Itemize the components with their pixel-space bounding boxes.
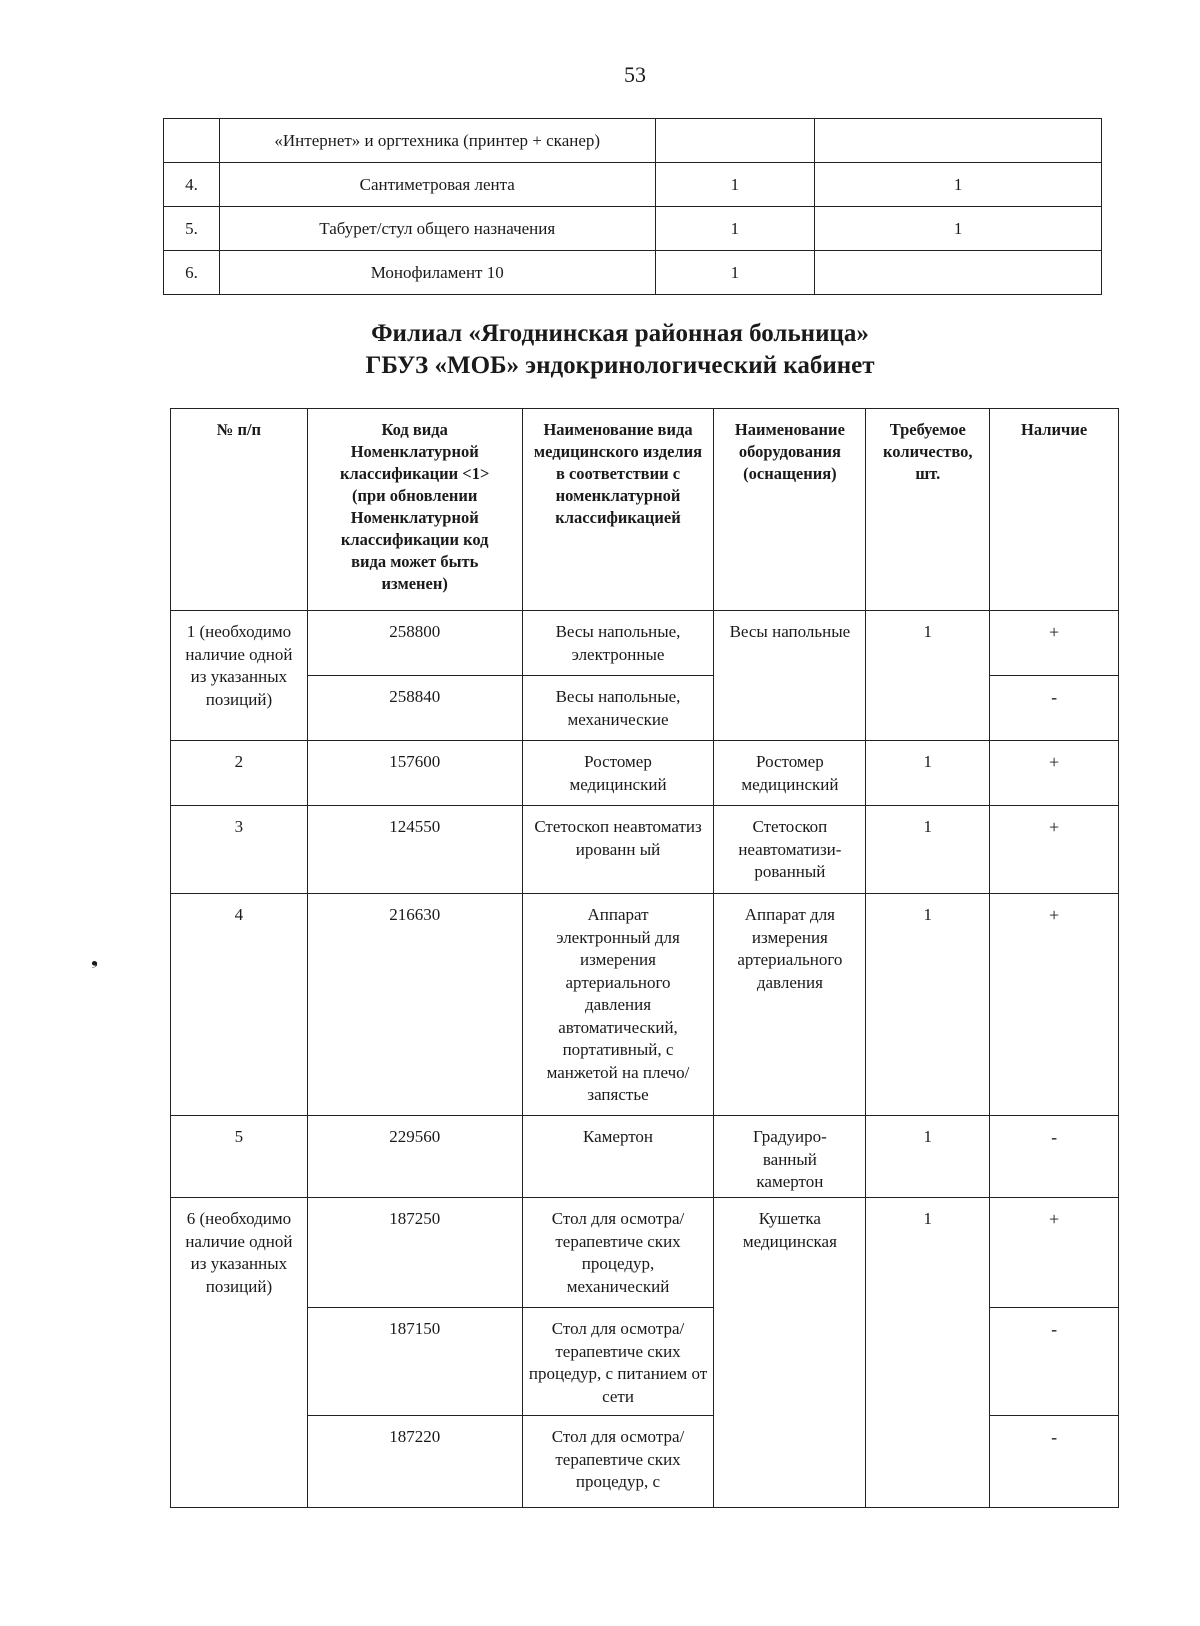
table-row: [164, 251, 1102, 295]
row-number: 5.: [164, 207, 220, 251]
equipment-cell: Стетоскоп неавтоматизи- рованный: [714, 806, 866, 894]
header-availability: Наличие: [990, 409, 1119, 611]
availability-cell: +: [990, 611, 1119, 676]
availability-cell: -: [990, 1416, 1119, 1508]
available-quantity: [815, 251, 1102, 295]
available-quantity: 1: [815, 163, 1102, 207]
device-name-cell: [522, 806, 714, 894]
quantity-cell: 1: [866, 1198, 990, 1508]
table-row: [171, 611, 1119, 676]
equipment-cell: Аппарат для измерения артериального давления: [714, 894, 866, 1116]
availability-cell: +: [990, 741, 1119, 806]
row-number: 1 (необходимо наличие одной из указанных позиций): [171, 611, 308, 741]
header-row: [171, 409, 1119, 611]
device-name-cell: Стол для осмотра/терапевтиче ских процедур, с питанием от сети: [522, 1308, 714, 1416]
availability-cell: +: [990, 894, 1119, 1116]
row-number: 5: [171, 1116, 308, 1198]
equipment-cell: Весы напольные: [714, 611, 866, 741]
quantity-cell: 1: [866, 611, 990, 741]
code-cell: 216630: [307, 894, 522, 1116]
header-equipment: Наименование оборудования (оснащения): [714, 409, 866, 611]
available-quantity: 1: [815, 207, 1102, 251]
table-row: [171, 806, 1119, 894]
device-name-cell: Весы напольные, электронные: [522, 611, 714, 676]
scan-speck: ❟: [91, 948, 99, 968]
code-cell: 187150: [307, 1308, 522, 1416]
item-name: Сантиметровая лента: [219, 163, 655, 207]
row-number: 2: [171, 741, 308, 806]
code-cell: 157600: [307, 741, 522, 806]
device-name-cell: Ростомер медицинский: [522, 741, 714, 806]
quantity-cell: 1: [866, 894, 990, 1116]
row-number: 3: [171, 806, 308, 894]
available-quantity: [815, 119, 1102, 163]
row-number: [164, 119, 220, 163]
row-number: 4: [171, 894, 308, 1116]
code-cell: 258840: [307, 676, 522, 741]
page-number: 53: [624, 62, 646, 87]
table-row: [171, 894, 1119, 1116]
header-quantity: Требуемое количество, шт.: [866, 409, 990, 611]
quantity-cell: 1: [866, 741, 990, 806]
device-name-cell: Стол для осмотра/терапевтиче ских процедур, с: [522, 1416, 714, 1508]
required-quantity: 1: [655, 251, 815, 295]
row-number: 6.: [164, 251, 220, 295]
row-number: 6 (необходимо наличие одной из указанных позиций): [171, 1198, 308, 1508]
availability-cell: +: [990, 806, 1119, 894]
availability-cell: -: [990, 1308, 1119, 1416]
code-cell: 229560: [307, 1116, 522, 1198]
required-quantity: 1: [655, 207, 815, 251]
table-row: [164, 119, 1102, 163]
device-name-cell: Камертон: [522, 1116, 714, 1198]
code-cell: 187250: [307, 1198, 522, 1308]
quantity-cell: 1: [866, 806, 990, 894]
table-row: [171, 1198, 1119, 1308]
quantity-cell: 1: [866, 1116, 990, 1198]
equipment-table-continued: [163, 118, 1102, 295]
table-row: [171, 741, 1119, 806]
equipment-cell: Градуиро- ванный камертон: [714, 1116, 866, 1198]
item-name: «Интернет» и оргтехника (принтер + сканер): [219, 119, 655, 163]
equipment-table: [170, 408, 1119, 1508]
item-name: Табурет/стул общего назначения: [219, 207, 655, 251]
equipment-cell: Кушетка медицинская: [714, 1198, 866, 1508]
item-name: Монофиламент 10: [219, 251, 655, 295]
table-row: [164, 207, 1102, 251]
table-row: [171, 1116, 1119, 1198]
device-name-cell: Стол для осмотра/терапевтиче ских процедур, механический: [522, 1198, 714, 1308]
device-name-cell: Аппарат электронный для измерения артериального давления автоматический, портативный, с манжетой на плечо/запястье: [522, 894, 714, 1116]
device-name-cell: Весы напольные, механические: [522, 676, 714, 741]
code-cell: 258800: [307, 611, 522, 676]
code-cell: 187220: [307, 1416, 522, 1508]
availability-cell: +: [990, 1198, 1119, 1308]
table-row: [164, 163, 1102, 207]
availability-cell: -: [990, 676, 1119, 741]
code-cell: 124550: [307, 806, 522, 894]
availability-cell: -: [990, 1116, 1119, 1198]
section-heading: [0, 318, 1200, 382]
heading-line-2: ГБУЗ «МОБ» эндокринологический кабинет: [365, 352, 875, 379]
header-code: Код вида Номенклатурной классификации <1> (при обновлении Номенклатурной классификации код вида может быть изменен): [307, 409, 522, 611]
header-num: № п/п: [171, 409, 308, 611]
required-quantity: [655, 119, 815, 163]
equipment-cell: Ростомер медицинский: [714, 741, 866, 806]
required-quantity: 1: [655, 163, 815, 207]
heading-line-1: Филиал «Ягоднинская районная больница»: [371, 320, 869, 347]
header-device-name: Наименование вида медицинского изделия в соответствии с номенклатурной классификацией: [522, 409, 714, 611]
row-number: 4.: [164, 163, 220, 207]
device-name-text: Стетоскоп неавтоматизированн ый: [534, 817, 702, 859]
